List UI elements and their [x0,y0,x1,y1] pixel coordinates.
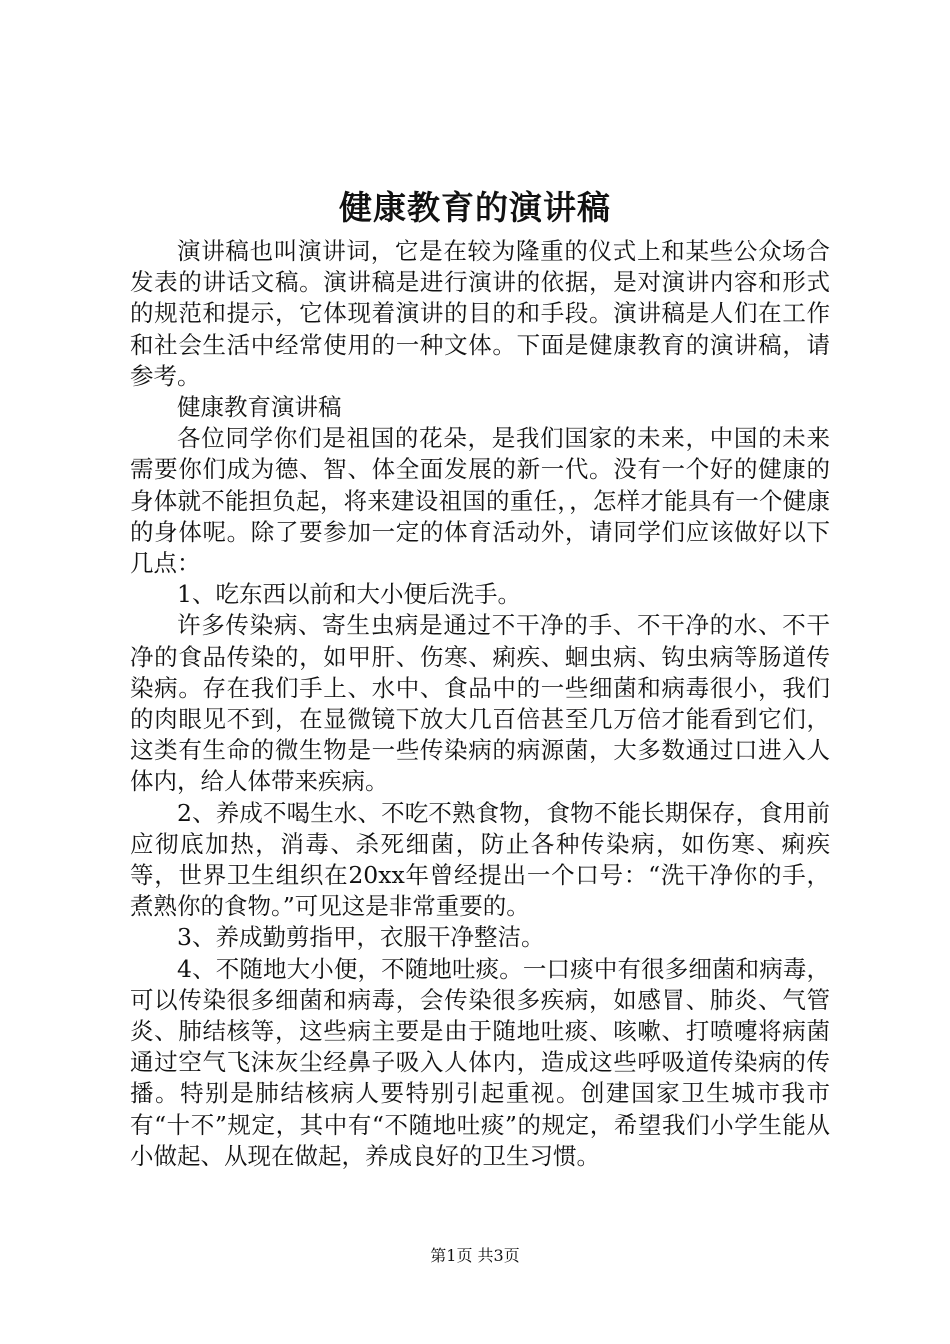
paragraph-intro: 演讲稿也叫演讲词，它是在较为隆重的仪式上和某些公众场合发表的讲话文稿。演讲稿是进行演讲的依据，是对演讲内容和形式的规范和提示，它体现着演讲的目的和手段。演讲稿是人们在工作和社会生活中经常使用的一种文体。下面是健康教育的演讲稿，请参考。 [130,237,830,390]
page-footer: 第1页 共3页 [430,1246,520,1265]
paragraph-subtitle: 健康教育演讲稿 [177,393,342,422]
document-title: 健康教育的演讲稿 [339,188,611,227]
document-body [130,236,830,1172]
paragraph-point-2: 2、养成不喝生水、不吃不熟食物，食物不能长期保存，食用前应彻底加热，消毒、杀死细菌，防止各种传染病，如伤寒、痢疾等，世界卫生组织在20xx年曾经提出一个口号：“洗干净你的手，煮熟你的食物。”可见这是非常重要的。 [130,798,830,921]
paragraph-point-3: 3、养成勤剪指甲，衣服干净整洁。 [177,923,545,952]
paragraph-point-1-detail: 许多传染病、寄生虫病是通过不干净的手、不干净的水、不干净的食品传染的，如甲肝、伤寒、痢疾、蛔虫病、钩虫病等肠道传染病。存在我们手上、水中、食品中的一些细菌和病毒很小，我们的肉眼见不到，在显微镜下放大几百倍甚至几万倍才能看到它们，这类有生命的微生物是一些传染病的病源菌，大多数通过口进入人体内，给人体带来疾病。 [130,611,830,796]
paragraph-point-1: 1、吃东西以前和大小便后洗手。 [177,580,521,609]
paragraph-point-4: 4、不随地大小便，不随地吐痰。一口痰中有很多细菌和病毒，可以传染很多细菌和病毒，会传染很多疾病，如感冒、肺炎、气管炎、肺结核等，这些病主要是由于随地吐痰、咳嗽、打喷嚏将病菌通过空气飞沫灰尘经鼻子吸入人体内，造成这些呼吸道传染病的传播。特别是肺结核病人要特别引起重视。创建国家卫生城市我市有“十不”规定，其中有“不随地吐痰”的规定，希望我们小学生能从小做起、从现在做起，养成良好的卫生习惯。 [130,954,830,1170]
paragraph-opening: 各位同学你们是祖国的花朵，是我们国家的未来，中国的未来需要你们成为德、智、体全面发展的新一代。没有一个好的健康的身体就不能担负起，将来建设祖国的重任，，怎样才能具有一个健康的身体呢。除了要参加一定的体育活动外，请同学们应该做好以下几点： [130,424,830,578]
